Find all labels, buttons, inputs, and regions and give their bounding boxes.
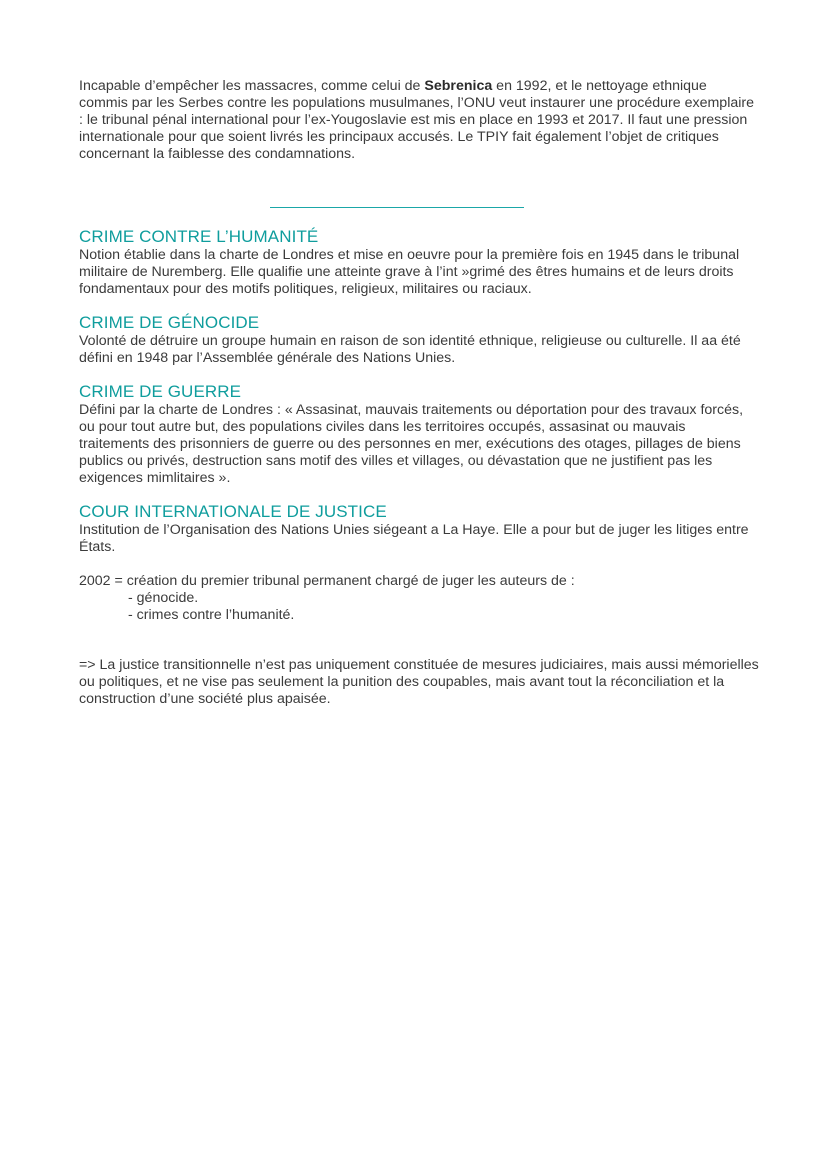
intro-bold-term: Sebrenica	[424, 78, 493, 94]
section-crime-genocide	[79, 313, 759, 367]
section-title: CRIME DE GÉNOCIDE	[79, 313, 260, 332]
document-page	[79, 78, 759, 708]
section-text: Notion établie dans la charte de Londres et mise en oeuvre pour la première fois en 1945 dans le tribunal militaire de Nuremberg. Elle qualifie une atteinte grave à l’int »grimé des êtres humains et de leurs droits fondamentaux pour des motifs politiques, religieux, militaires ou raciaux.	[79, 247, 740, 297]
section-title: CRIME DE GUERRE	[79, 382, 242, 401]
conclusion-paragraph: => La justice transitionnelle n’est pas uniquement constituée de mesures judiciaires, mais aussi mémorielles ou politiques, et ne vise pas seulement la punition des coupables, mais avant tout la réconciliation et la construction d’une société plus apaisée.	[79, 657, 759, 707]
list-item: - génocide.	[128, 590, 199, 606]
section-crime-humanite	[79, 227, 759, 298]
section-cour-internationale	[79, 502, 759, 556]
section-text: Volonté de détruire un groupe humain en raison de son identité ethnique, religieuse ou culturelle. Il aa été défini en 1948 par l’Assemblée générale des Nations Unies.	[79, 333, 741, 366]
section-text: Défini par la charte de Londres : « Assasinat, mauvais traitements ou déportation pour des travaux forcés, ou pour tout autre but, des populations civiles dans les territoires occupés, assasinat ou mauvais traitements des prisonniers de guerre ou des personnes en mer, exécutions des otages, pillages de biens publics ou privés, destruction sans motif des villes et villages, ou dévastation que ne justifient pas les exigences mimlitaires ».	[79, 402, 744, 486]
section-crime-guerre	[79, 382, 759, 487]
section-divider	[270, 207, 524, 208]
list-item: - crimes contre l’humanité.	[128, 607, 295, 623]
section-text: Institution de l’Organisation des Nations Unies siégeant a La Haye. Elle a pour but de juger les litiges entre États.	[79, 522, 749, 555]
list-intro: 2002 = création du premier tribunal permanent chargé de juger les auteurs de :	[79, 573, 575, 589]
intro-text-end: en 1992, et le nettoyage ethnique commis par les Serbes contre les populations musulmanes, l’ONU veut instaurer une procédure exemplaire : le tribunal pénal international pour l’ex-Yougoslavie est mis en place en 1993 et 2017. Il faut une pression internationale pour que soient livrés les principaux accusés. Le TPIY fait également l’objet de critiques concernant la faiblesse des condamnations.	[79, 78, 755, 162]
intro-text-start: Incapable d’empêcher les massacres, comme celui de	[79, 78, 425, 94]
section-title: COUR INTERNATIONALE DE JUSTICE	[79, 502, 387, 521]
section-title: CRIME CONTRE L’HUMANITÉ	[79, 227, 319, 246]
intro-paragraph	[79, 78, 759, 163]
